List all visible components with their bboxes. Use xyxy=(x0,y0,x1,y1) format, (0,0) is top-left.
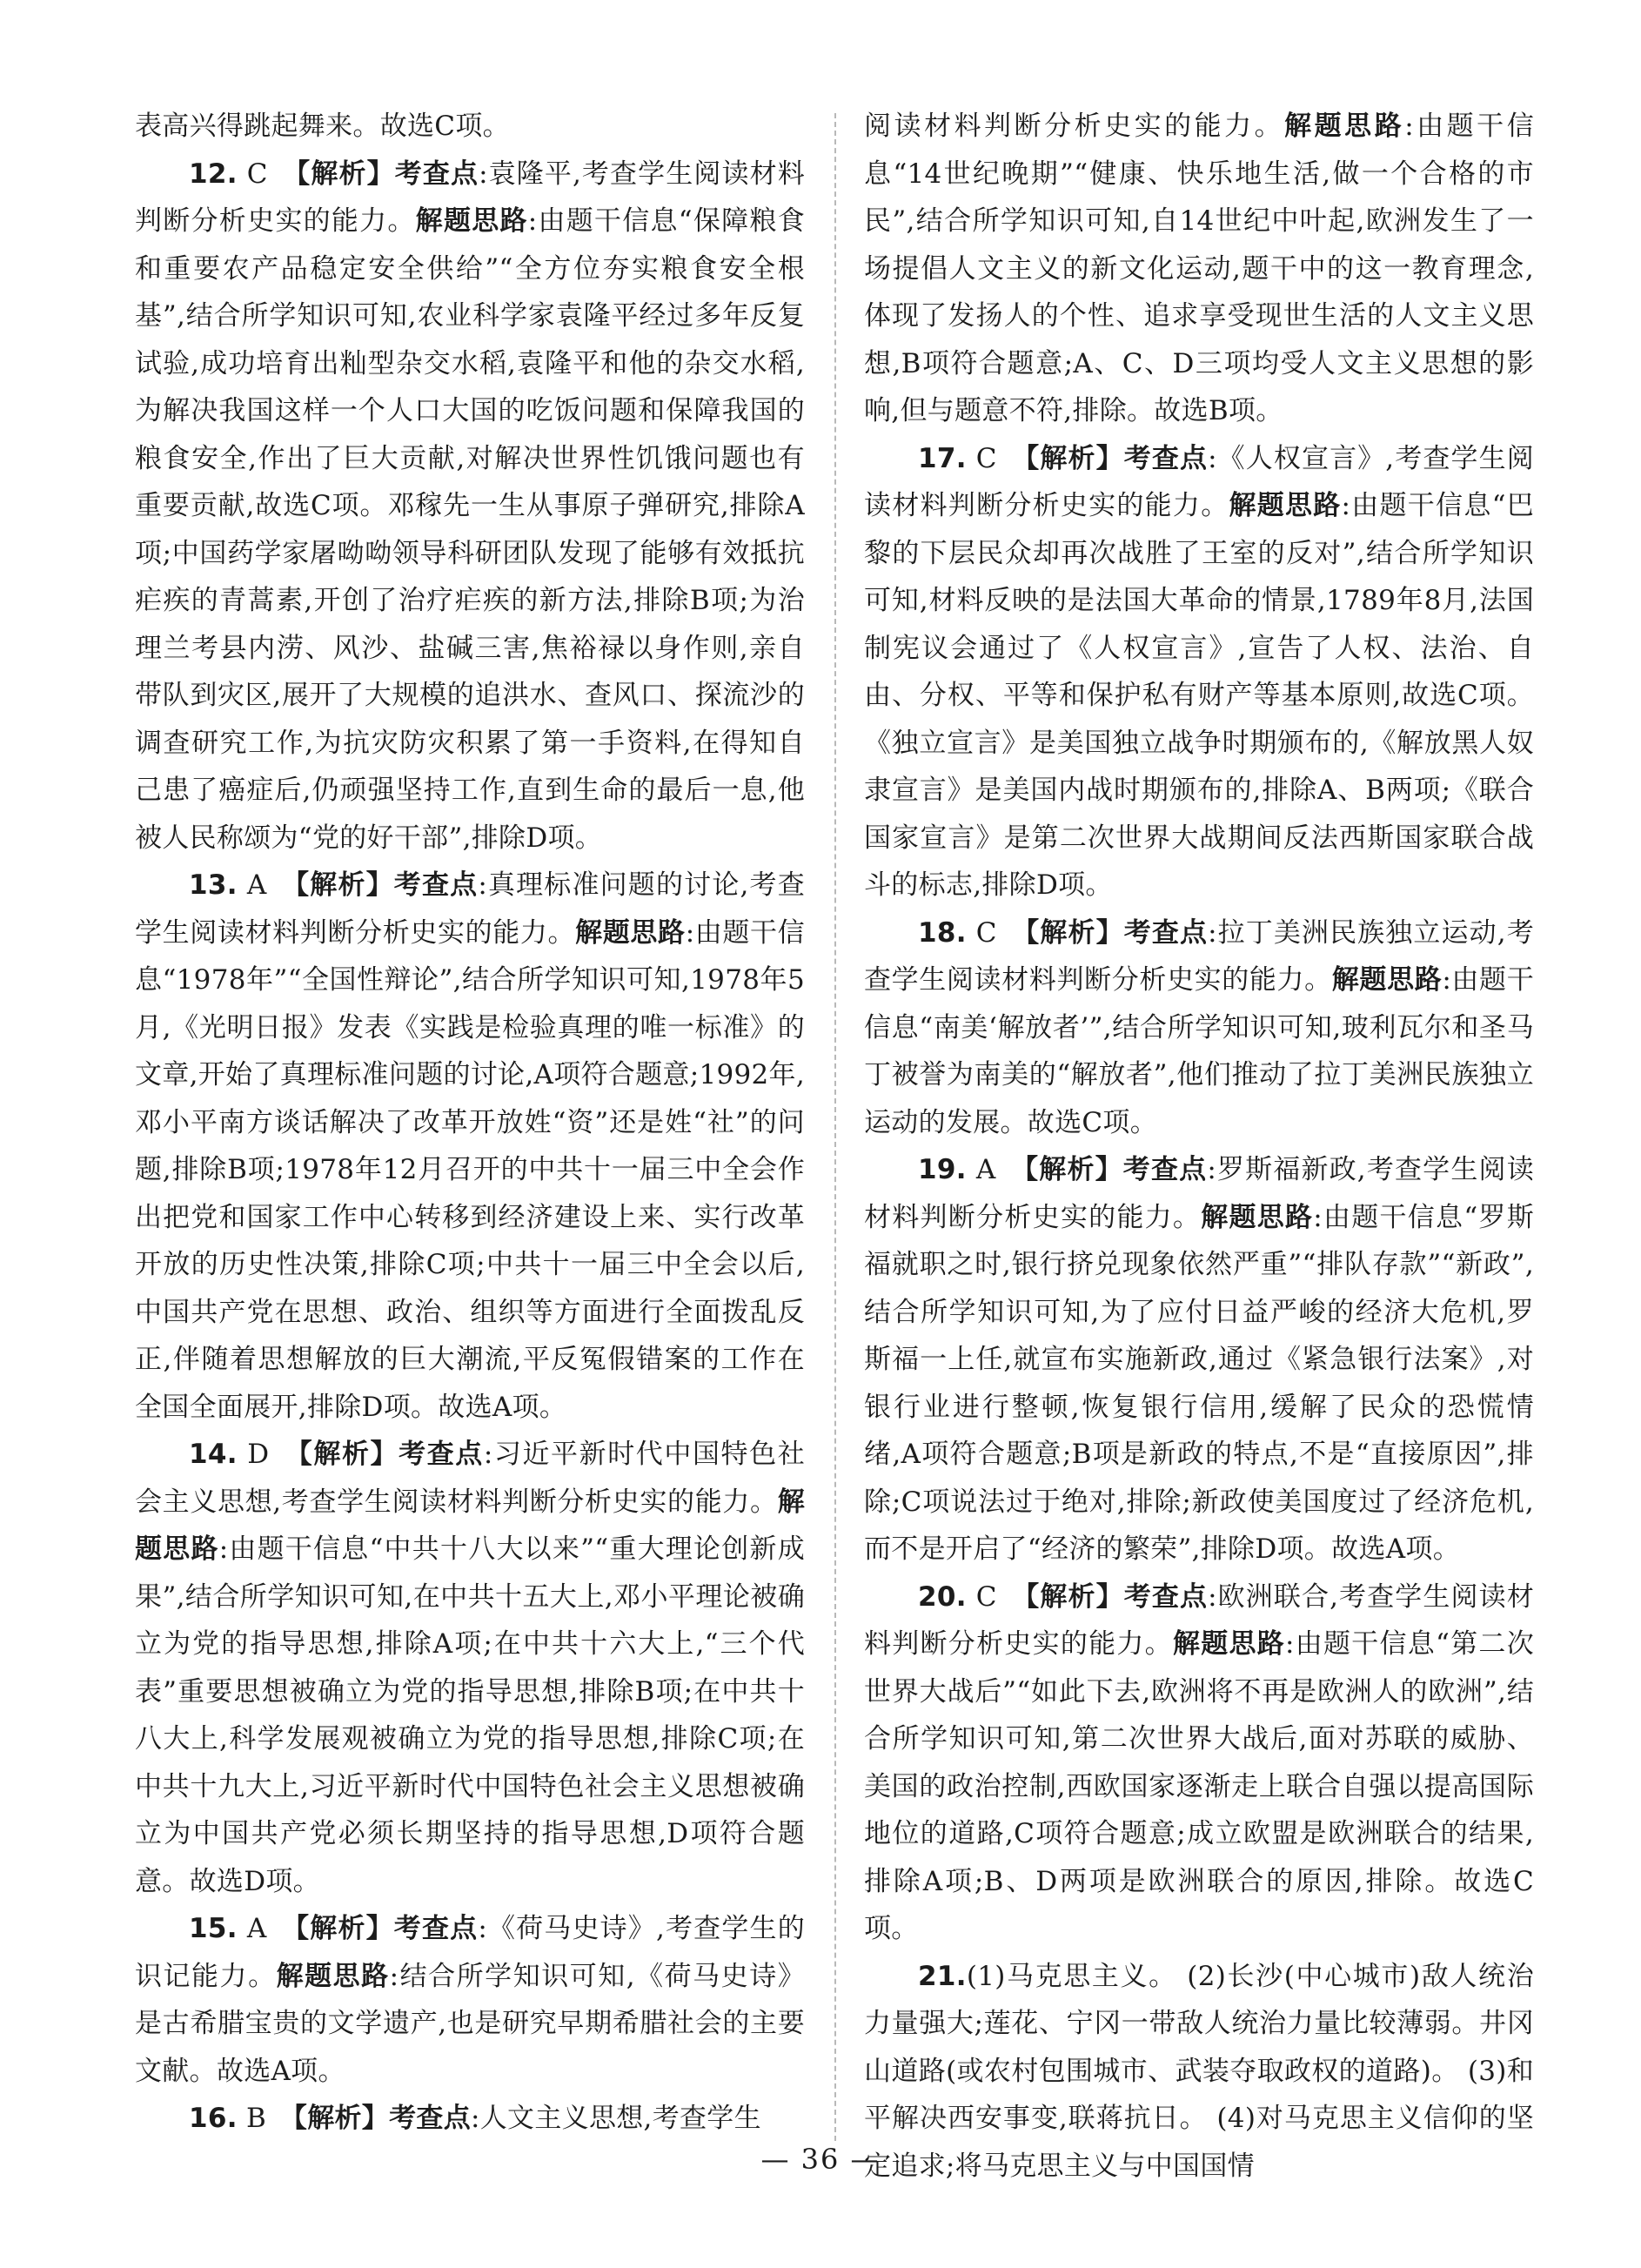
answer-choice: C xyxy=(975,442,997,474)
answer-text: 阅读材料判断分析史实的能力。 xyxy=(864,111,1285,142)
answer-18 xyxy=(864,909,1534,1147)
answer-choice: A xyxy=(246,869,267,901)
answer-text: :欧洲联合,考查学生阅读材料判断分析史实的能力。 xyxy=(864,1580,1535,1660)
analysis-label: 【解析】 xyxy=(293,2103,390,2134)
answer-choice: A xyxy=(975,1154,996,1185)
answer-choice: A xyxy=(246,1913,267,1944)
answer-choice: B xyxy=(245,2103,267,2134)
answer-text: :由题干信息“保障粮食和重要农产品稳定安全供给”“全方位夯实粮食安全根基”,结合所学知识可知,农业科学家袁隆平经过多年反复试验,成功培育出籼型杂交水稻,袁隆平和他的杂交水稻,为解决我国这样一个人口大国的吃饭问题和保障我国的粮食安全,作出了巨大贡献,对解决世界性饥饿问题也有重要贡献,故选C项。邓稼先一生从事原子弹研究,排除A项;中国药学家屠呦呦领导科研团队发现了能够有效抵抗疟疾的青蒿素,开创了治疗疟疾的新方法,排除B项;为治理兰考县内涝、风沙、盐碱三害,焦裕禄以身作则,亲自带队到灾区,展开了大规模的追洪水、查风口、探流沙的调查研究工作,为抗灾防灾积累了第一手资料,在得知自己患了癌症后,仍顽强坚持工作,直到生命的最后一息,他被人民称颂为“党的好干部”,排除D项。 xyxy=(135,205,806,854)
approach-label: 解题思路 xyxy=(1172,1628,1286,1660)
test-point-label: 考查点 xyxy=(1123,442,1209,474)
question-number: 12. xyxy=(189,158,238,190)
answer-text: :由题干信息“14世纪晚期”“健康、快乐地生活,做一个合格的市民”,结合所学知识可知,自14世纪中叶起,欧洲发生了一场提倡人文主义的新文化运动,题干中的这一教育理念,体现了发扬人的个性、追求享受现世生活的人文主义思想,B项符合题意;A、C、D三项均受人文主义思想的影响,但与题意不符,排除。故选B项。 xyxy=(864,111,1534,426)
answer-choice: C xyxy=(975,916,997,949)
analysis-label: 【解析】 xyxy=(296,158,395,190)
approach-label: 解题思路 xyxy=(276,1960,390,1992)
test-point-label: 考查点 xyxy=(389,2103,471,2134)
answer-text: :《荷马史诗》,考查学生的识记能力。 xyxy=(135,1913,805,1992)
answer-text: :由题干信息“罗斯福就职之时,银行挤兑现象依然严重”“排队存款”“新政”,结合所学知识可知,为了应付日益严峻的经济大危机,罗斯福一上任,就宣布实施新政,通过《紧急银行法案》,对银行业进行整顿,恢复银行信用,缓解了民众的恐慌情绪,A项符合题意;B项是新政的特点,不是“直接原因”,排除;C项说法过于绝对,排除;新政使美国度过了经济危机,而不是开启了“经济的繁荣”,排除D项。故选A项。 xyxy=(864,1201,1535,1565)
answer-text: :习近平新时代中国特色社会主义思想,考查学生阅读材料判断分析史实的能力。 xyxy=(135,1439,806,1518)
answer-text: :拉丁美洲民族独立运动,考查学生阅读材料判断分析史实的能力。 xyxy=(864,916,1535,996)
question-number: 19. xyxy=(918,1154,967,1185)
answer-14 xyxy=(135,1431,805,1905)
answer-text: :结合所学知识可知,《荷马史诗》是古希腊宝贵的文学遗产,也是研究早期希腊社会的主要文献。故选A项。 xyxy=(135,1960,806,2087)
question-number: 14. xyxy=(189,1439,238,1470)
test-point-label: 考查点 xyxy=(393,869,479,901)
answer-text: :人文主义思想,考查学生 xyxy=(471,2103,761,2134)
approach-label: 解题思路 xyxy=(575,916,686,949)
test-point-label: 考查点 xyxy=(1123,916,1209,949)
answer-text: :《人权宣言》,考查学生阅读材料判断分析史实的能力。 xyxy=(864,442,1535,521)
analysis-label: 【解析】 xyxy=(295,1913,394,1944)
question-number: 21. xyxy=(918,1960,967,1992)
page-number: — 36 — xyxy=(760,2143,881,2176)
approach-label: 解题思路 xyxy=(1201,1201,1314,1233)
answer-16-start xyxy=(135,2095,805,2143)
answer-19 xyxy=(864,1146,1534,1574)
analysis-label: 【解析】 xyxy=(1025,442,1124,474)
test-point-label: 考查点 xyxy=(394,158,479,190)
left-column xyxy=(135,103,805,2143)
right-column xyxy=(864,103,1534,2190)
approach-label: 解题思路 xyxy=(1284,111,1405,142)
approach-label: 解题思路 xyxy=(135,1486,805,1565)
answer-text: :由题干信息“巴黎的下层民众却再次战胜了王室的反对”,结合所学知识可知,材料反映的是法国大革命的情景,1789年8月,法国制宪议会通过了《人权宣言》,宣告了人权、法治、自由、分权、平等和保护私有财产等基本原则,故选C项。《独立宣言》是美国独立战争时期颁布的,《解放黑人奴隶宣言》是美国内战时期颁布的,排除A、B两项;《联合国家宣言》是第二次世界大战期间反法西斯国家联合战斗的标志,排除D项。 xyxy=(864,490,1535,901)
column-divider xyxy=(834,113,836,2141)
question-number: 15. xyxy=(189,1913,238,1944)
answer-20 xyxy=(864,1574,1534,1953)
approach-label: 解题思路 xyxy=(415,205,528,237)
answer-15 xyxy=(135,1905,805,2095)
test-point-label: 考查点 xyxy=(399,1439,484,1470)
answer-text: (1)马克思主义。 (2)长沙(中心城市)敌人统治力量强大;莲花、宁冈一带敌人统治力量比较薄弱。井冈山道路(或农村包围城市、武装夺取政权的道路)。 (3)和平解决西安事变,联蒋抗日。 (4)对马克思主义信仰的坚定追求;将马克思主义与中国国情 xyxy=(864,1960,1534,2182)
test-point-label: 考查点 xyxy=(1123,1580,1209,1613)
answer-17 xyxy=(864,435,1534,909)
test-point-label: 考查点 xyxy=(393,1913,479,1944)
answer-choice: C xyxy=(246,158,268,190)
answer-text: :由题干信息“1978年”“全国性辩论”,结合所学知识可知,1978年5月,《光明日报》发表《实践是检验真理的唯一标准》的文章,开始了真理标准问题的讨论,A项符合题意;1992年,邓小平南方谈话解决了改革开放姓“资”还是姓“社”的问题,排除B项;1978年12月召开的中共十一届三中全会作出把党和国家工作中心转移到经济建设上来、实行改革开放的历史性决策,排除C项;中共十一届三中全会以后,中国共产党在思想、政治、组织等方面进行全面拨乱反正,伴随着思想解放的巨大潮流,平反冤假错案的工作在全国全面展开,排除D项。故选A项。 xyxy=(135,916,805,1423)
analysis-label: 【解析】 xyxy=(1024,1154,1123,1185)
test-point-label: 考查点 xyxy=(1122,1154,1208,1185)
answer-text: :由题干信息“中共十八大以来”“重大理论创新成果”,结合所学知识可知,在中共十五大上,邓小平理论被确立为党的指导思想,排除A项;在中共十六大上,“三个代表”重要思想被确立为党的指导思想,排除B项;在中共十八大上,科学发展观被确立为党的指导思想,排除C项;在中共十九大上,习近平新时代中国特色社会主义思想被确立为中国共产党必须长期坚持的指导思想,D项符合题意。故选D项。 xyxy=(135,1533,806,1897)
answer-16-continuation xyxy=(864,103,1534,435)
answer-13 xyxy=(135,862,805,1431)
question-number: 20. xyxy=(918,1580,967,1613)
paragraph-continuation: 表高兴得跳起舞来。故选C项。 xyxy=(135,111,510,142)
question-number: 18. xyxy=(918,916,967,949)
analysis-label: 【解析】 xyxy=(1025,1580,1124,1613)
answer-text: :罗斯福新政,考查学生阅读材料判断分析史实的能力。 xyxy=(864,1154,1534,1233)
answer-text: :由题干信息“第二次世界大战后”“如此下去,欧洲将不再是欧洲人的欧洲”,结合所学知识可知,第二次世界大战后,面对苏联的威胁、美国的政治控制,西欧国家逐渐走上联合自强以提高国际地位的道路,C项符合题意;成立欧盟是欧洲联合的结果,排除A项;B、D两项是欧洲联合的原因,排除。故选C项。 xyxy=(864,1628,1535,1944)
answer-choice: C xyxy=(975,1580,997,1613)
question-number: 17. xyxy=(918,442,967,474)
analysis-label: 【解析】 xyxy=(295,869,394,901)
approach-label: 解题思路 xyxy=(1229,490,1342,521)
approach-label: 解题思路 xyxy=(1331,964,1443,996)
question-number: 13. xyxy=(189,869,238,901)
analysis-label: 【解析】 xyxy=(1025,916,1124,949)
analysis-label: 【解析】 xyxy=(298,1439,399,1470)
answer-12 xyxy=(135,151,805,862)
answer-text: :真理标准问题的讨论,考查学生阅读材料判断分析史实的能力。 xyxy=(135,869,805,949)
answer-text: :袁隆平,考查学生阅读材料判断分析史实的能力。 xyxy=(135,158,806,237)
answer-text: :由题干信息“南美‘解放者’”,结合所学知识可知,玻利瓦尔和圣马丁被誉为南美的“解放者”,他们推动了拉丁美洲民族独立运动的发展。故选C项。 xyxy=(864,964,1534,1138)
answer-choice: D xyxy=(247,1439,270,1470)
question-number: 16. xyxy=(189,2103,238,2134)
